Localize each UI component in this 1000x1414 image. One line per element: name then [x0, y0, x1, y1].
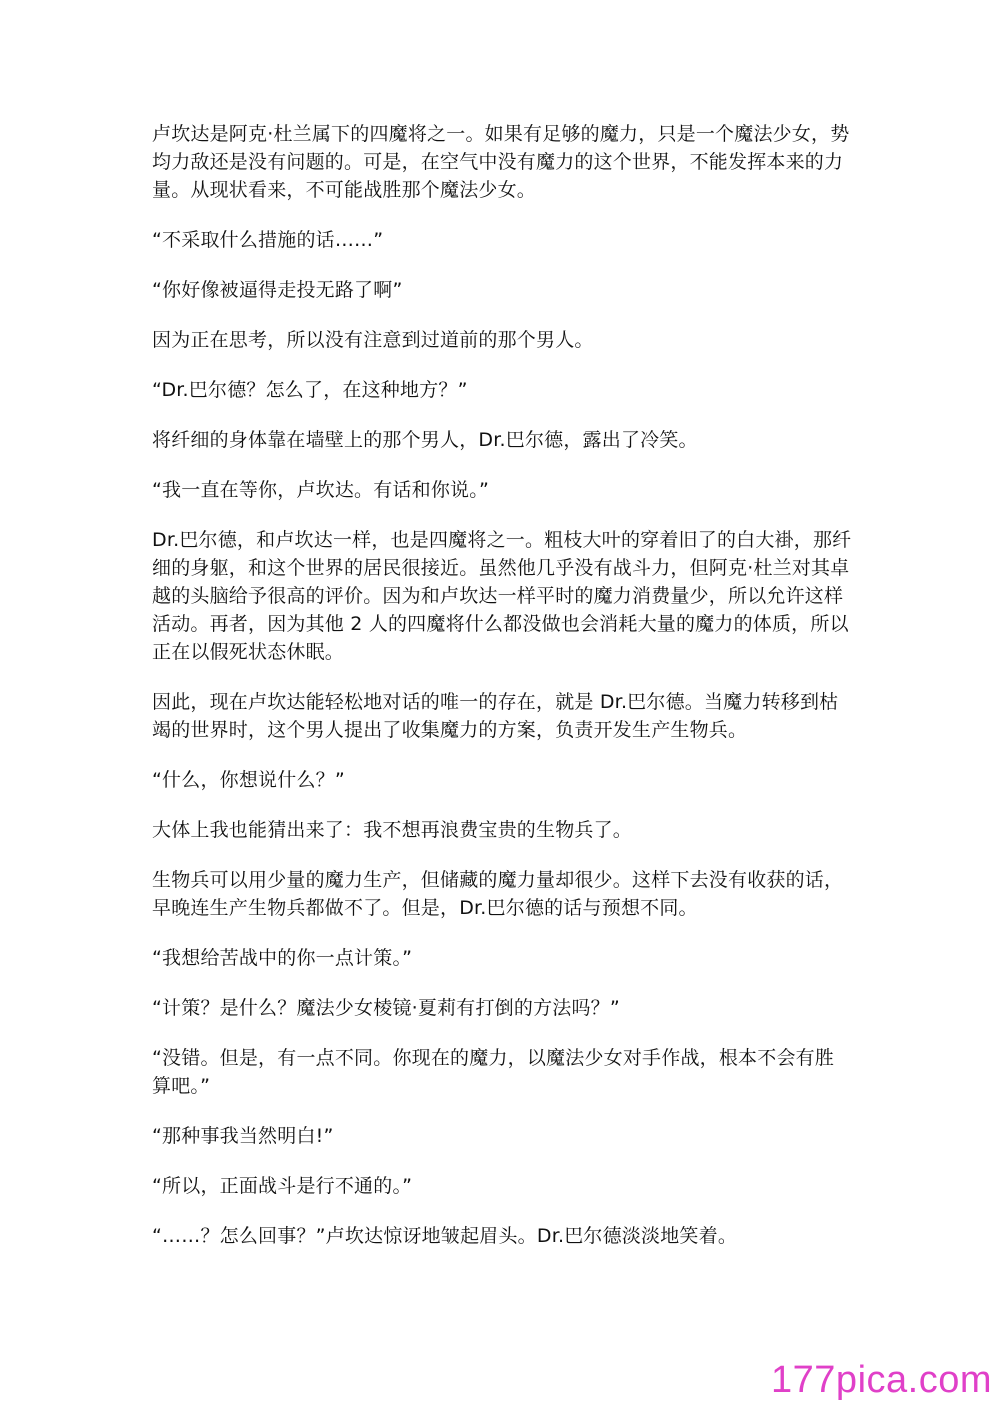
paragraph-10: “什么，你想说什么？”: [152, 769, 345, 791]
paragraph-17: “所以，正面战斗是行不通的。”: [152, 1175, 413, 1197]
paragraph-16: “那种事我当然明白!”: [152, 1125, 334, 1147]
paragraph-8: Dr.巴尔德，和卢坎达一样，也是四魔将之一。粗枝大叶的穿着旧了的白大褂，那纤细的身躯，和这个世界的居民很接近。虽然他几乎没有战斗力，但阿克·杜兰对其卓越的头脑给予很高的评价。因为和卢坎达一样平时的魔力消费量少，所以允许这样活动。再者，因为其他 2 人的四魔将什么都没做也会消耗大量的魔力的体质，所以正在以假死状态休眠。: [152, 529, 852, 663]
paragraph-6: 将纤细的身体靠在墙壁上的那个男人，Dr.巴尔德，露出了冷笑。: [152, 429, 698, 451]
paragraph-14: “计策？是什么？魔法少女棱镜·夏莉有打倒的方法吗？”: [152, 997, 620, 1019]
text-body: [152, 120, 852, 1272]
paragraph-3: “你好像被逼得走投无路了啊”: [152, 279, 403, 301]
paragraph-4: 因为正在思考，所以没有注意到过道前的那个男人。: [152, 329, 594, 351]
paragraph-1: 卢坎达是阿克·杜兰属下的四魔将之一。如果有足够的魔力，只是一个魔法少女，势均力敌还是没有问题的。可是，在空气中没有魔力的这个世界，不能发挥本来的力量。从现状看来，不可能战胜那个魔法少女。: [152, 123, 850, 201]
paragraph-12: 生物兵可以用少量的魔力生产，但储藏的魔力量却很少。这样下去没有收获的话，早晚连生产生物兵都做不了。但是，Dr.巴尔德的话与预想不同。: [152, 869, 844, 919]
watermark-text: 177pica.com: [771, 1359, 992, 1401]
paragraph-13: “我想给苦战中的你一点计策。”: [152, 947, 413, 969]
paragraph-2: “不采取什么措施的话……”: [152, 229, 384, 251]
paragraph-15: “没错。但是，有一点不同。你现在的魔力，以魔法少女对手作战，根本不会有胜算吧。”: [152, 1047, 835, 1097]
paragraph-18: “……？怎么回事？”卢坎达惊讶地皱起眉头。Dr.巴尔德淡淡地笑着。: [152, 1225, 738, 1247]
paragraph-7: “我一直在等你，卢坎达。有话和你说。”: [152, 479, 489, 501]
paragraph-9: 因此，现在卢坎达能轻松地对话的唯一的存在，就是 Dr.巴尔德。当魔力转移到枯竭的世界时，这个男人提出了收集魔力的方案，负责开发生产生物兵。: [152, 691, 839, 741]
paragraph-5: “Dr.巴尔德？怎么了，在这种地方？”: [152, 379, 468, 401]
paragraph-11: 大体上我也能猜出来了：我不想再浪费宝贵的生物兵了。: [152, 819, 633, 841]
